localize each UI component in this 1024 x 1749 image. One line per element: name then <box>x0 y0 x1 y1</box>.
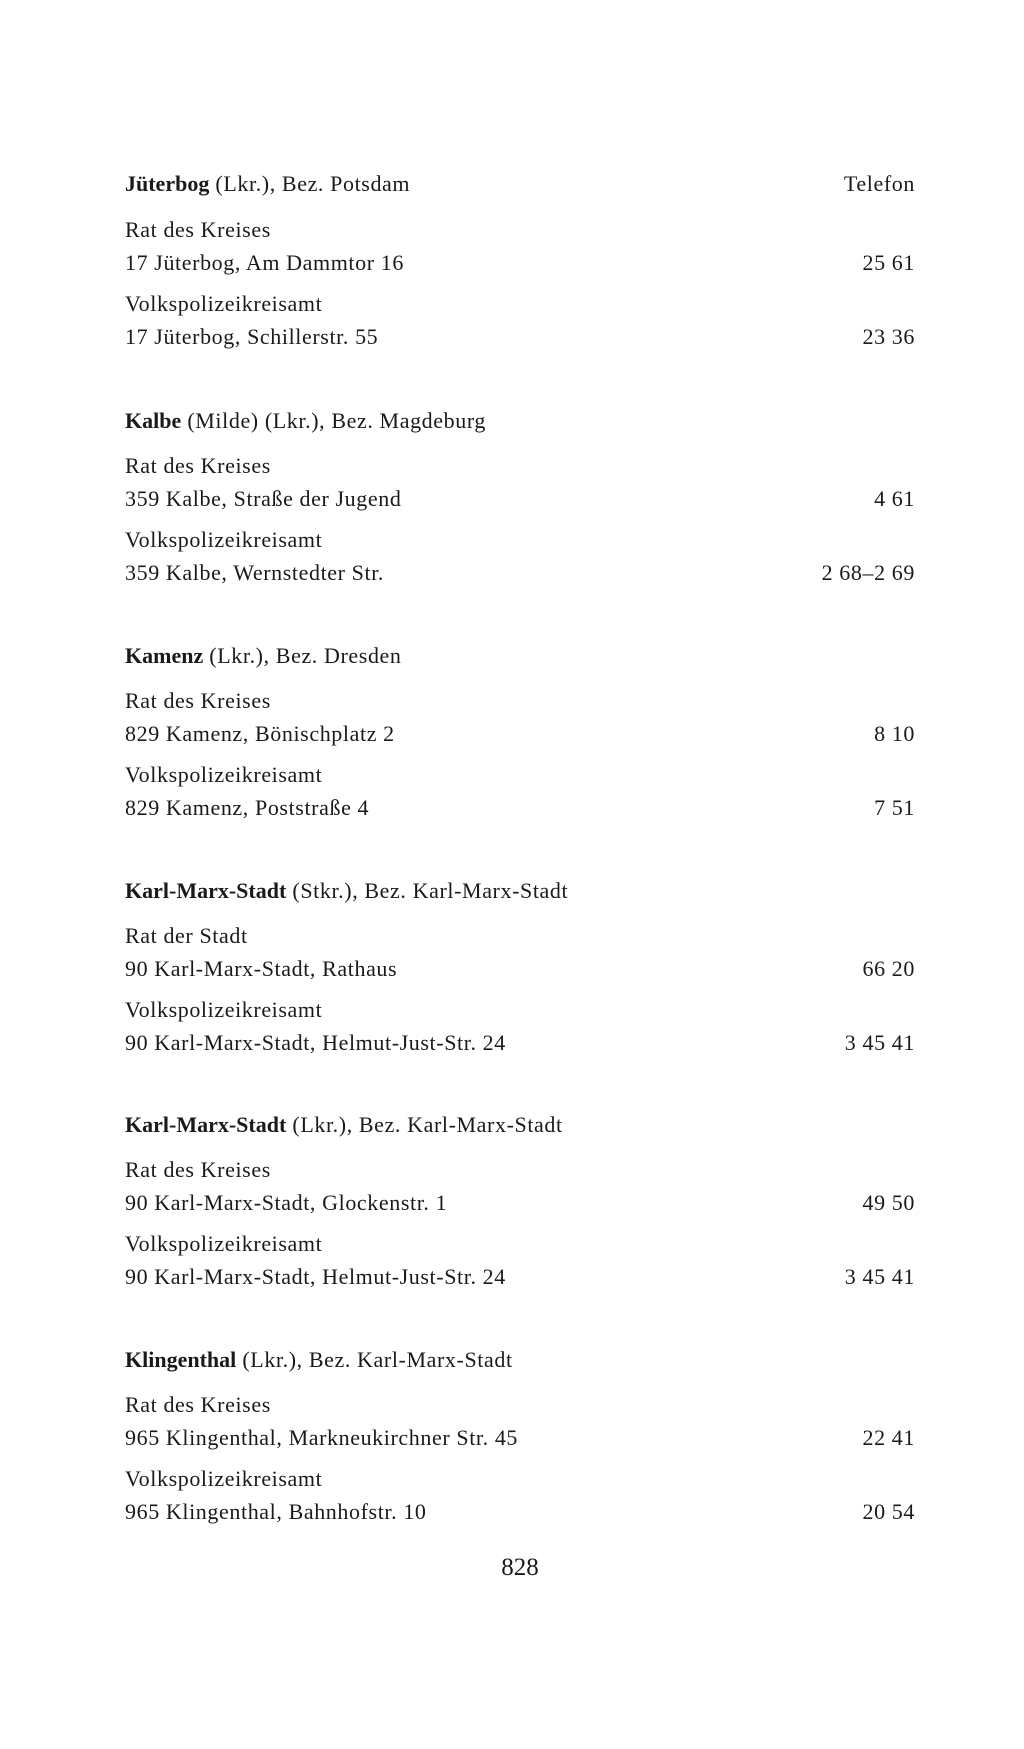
office-address-row <box>125 794 915 822</box>
district-name: Karl-Marx-Stadt <box>125 878 287 903</box>
office-address: 965 Klingenthal, Markneukirchner Str. 45 <box>125 1425 519 1450</box>
office-phone: 23 36 <box>862 324 915 349</box>
directory-page <box>125 0 915 1749</box>
office-phone: 20 54 <box>862 1499 915 1524</box>
office-label: Volkspolizeikreisamt <box>125 997 323 1022</box>
district-qualifier: (Lkr.), Bez. Karl-Marx-Stadt <box>236 1347 513 1372</box>
office-address-row <box>125 249 915 277</box>
district-qualifier: (Lkr.), Bez. Dresden <box>203 643 402 668</box>
entry-heading <box>125 877 915 905</box>
entry-heading <box>125 1346 915 1374</box>
office-address-row <box>125 1263 915 1291</box>
entry-heading <box>125 170 915 198</box>
office-label: Volkspolizeikreisamt <box>125 762 323 787</box>
office-address: 90 Karl-Marx-Stadt, Glockenstr. 1 <box>125 1190 448 1215</box>
office-address-row <box>125 1424 915 1452</box>
district-qualifier: (Lkr.), Bez. Karl-Marx-Stadt <box>286 1112 563 1137</box>
telefon-column-header: Telefon <box>843 171 915 196</box>
district-name: Karl-Marx-Stadt <box>125 1112 287 1137</box>
office-address: 359 Kalbe, Wernstedter Str. <box>125 560 385 585</box>
office-address-row <box>125 1498 915 1526</box>
office-address: 90 Karl-Marx-Stadt, Helmut-Just-Str. 24 <box>125 1264 506 1289</box>
district-name: Klingenthal <box>125 1347 237 1372</box>
office-address: 965 Klingenthal, Bahnhofstr. 10 <box>125 1499 427 1524</box>
office-phone: 66 20 <box>862 956 915 981</box>
office-label: Rat der Stadt <box>125 923 248 948</box>
office-phone: 3 45 41 <box>844 1264 915 1289</box>
office-address-row <box>125 1189 915 1217</box>
office-label: Volkspolizeikreisamt <box>125 1231 323 1256</box>
entry-heading <box>125 1111 915 1139</box>
office-address: 90 Karl-Marx-Stadt, Rathaus <box>125 956 398 981</box>
office-address-row <box>125 485 915 513</box>
office-label: Rat des Kreises <box>125 1392 271 1417</box>
office-address: 90 Karl-Marx-Stadt, Helmut-Just-Str. 24 <box>125 1030 506 1055</box>
district-qualifier: (Milde) (Lkr.), Bez. Magdeburg <box>181 408 486 433</box>
entry-heading <box>125 407 915 435</box>
office-address: 359 Kalbe, Straße der Jugend <box>125 486 402 511</box>
office-phone: 8 10 <box>874 721 915 746</box>
office-address: 17 Jüterbog, Schillerstr. 55 <box>125 324 379 349</box>
office-phone: 4 61 <box>874 486 915 511</box>
office-label: Volkspolizeikreisamt <box>125 291 323 316</box>
office-label: Rat des Kreises <box>125 217 271 242</box>
office-label: Rat des Kreises <box>125 453 271 478</box>
office-address-row <box>125 720 915 748</box>
district-qualifier: (Stkr.), Bez. Karl-Marx-Stadt <box>286 878 569 903</box>
district-name: Kamenz <box>125 643 204 668</box>
office-address: 829 Kamenz, Poststraße 4 <box>125 795 370 820</box>
office-label: Volkspolizeikreisamt <box>125 527 323 552</box>
office-phone: 22 41 <box>862 1425 915 1450</box>
office-phone: 3 45 41 <box>844 1030 915 1055</box>
office-phone: 7 51 <box>874 795 915 820</box>
district-name: Kalbe <box>125 408 182 433</box>
district-name: Jüterbog <box>125 171 210 196</box>
office-address-row <box>125 323 915 351</box>
office-label: Rat des Kreises <box>125 688 271 713</box>
office-address: 17 Jüterbog, Am Dammtor 16 <box>125 250 404 275</box>
office-address-row <box>125 955 915 983</box>
office-phone: 2 68–2 69 <box>821 560 915 585</box>
office-phone: 25 61 <box>862 250 915 275</box>
office-address-row <box>125 559 915 587</box>
district-qualifier: (Lkr.), Bez. Potsdam <box>209 171 411 196</box>
office-label: Rat des Kreises <box>125 1157 271 1182</box>
office-address: 829 Kamenz, Bönischplatz 2 <box>125 721 395 746</box>
office-label: Volkspolizeikreisamt <box>125 1466 323 1491</box>
entry-heading <box>125 642 915 670</box>
page-number: 828 <box>501 1554 539 1581</box>
office-phone: 49 50 <box>862 1190 915 1215</box>
office-address-row <box>125 1029 915 1057</box>
